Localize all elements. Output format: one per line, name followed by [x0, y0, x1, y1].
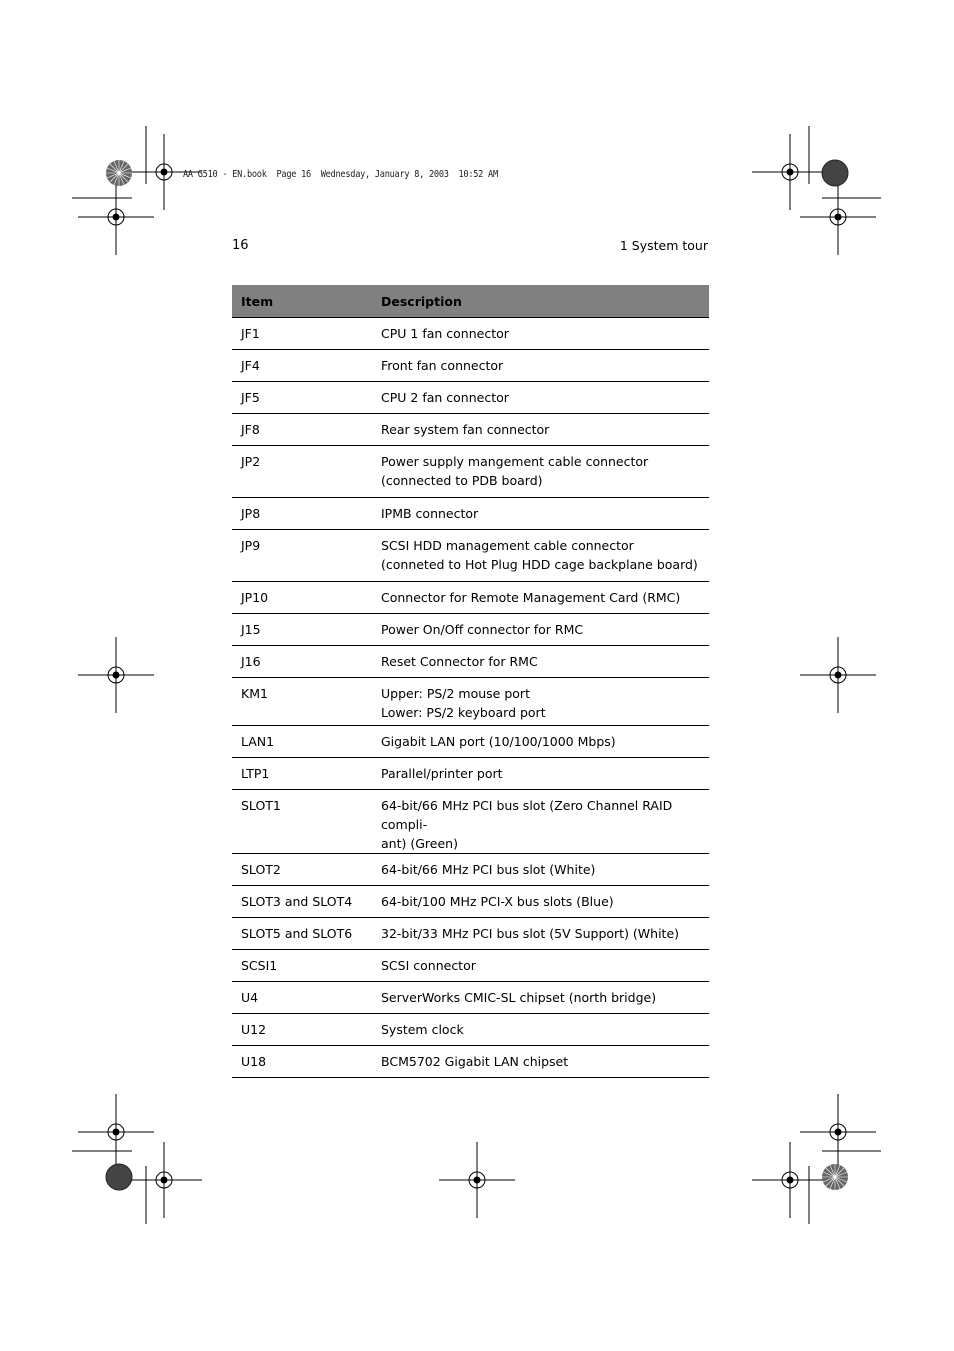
- cell-item: JF1: [232, 318, 372, 350]
- cell-item: U4: [232, 982, 372, 1014]
- registration-mark-top-right: [752, 126, 881, 255]
- description-line: Power supply mangement cable connector: [381, 454, 649, 469]
- table-row: [232, 350, 709, 382]
- chapter-title: 1 System tour: [619, 238, 708, 253]
- print-slug: AA G510 - EN.book Page 16 Wednesday, January 8, 2003 10:52 AM: [183, 169, 498, 180]
- registration-mark-bottom-center: [439, 1142, 515, 1218]
- registration-mark-middle-right: [800, 637, 876, 713]
- cell-item: SCSI1: [232, 950, 372, 982]
- cell-description: [372, 918, 709, 950]
- cell-description: [372, 726, 709, 758]
- description-line: Gigabit LAN port (10/100/1000 Mbps): [381, 734, 616, 749]
- description-line: Rear system fan connector: [381, 422, 550, 437]
- table-header-row: [232, 285, 709, 318]
- description-line: Connector for Remote Management Card (RMC): [381, 590, 681, 605]
- column-header-item: Item: [232, 285, 372, 318]
- description-line: SCSI connector: [381, 958, 476, 973]
- description-line: Reset Connector for RMC: [381, 654, 538, 669]
- cell-item: KM1: [232, 678, 372, 726]
- table-row: [232, 318, 709, 350]
- cell-item: SLOT3 and SLOT4: [232, 886, 372, 918]
- table-row: [232, 530, 709, 582]
- table-row: [232, 414, 709, 446]
- cell-item: JF4: [232, 350, 372, 382]
- description-line: Lower: PS/2 keyboard port: [381, 705, 546, 720]
- connector-table: [232, 285, 709, 1078]
- table-row: [232, 758, 709, 790]
- description-line: SCSI HDD management cable connector: [381, 538, 634, 553]
- cell-item: J16: [232, 646, 372, 678]
- cell-description: [372, 318, 709, 350]
- table-row: [232, 582, 709, 614]
- description-line: IPMB connector: [381, 506, 479, 521]
- table-row: [232, 498, 709, 530]
- table-row: [232, 382, 709, 414]
- table-row: [232, 678, 709, 726]
- cell-description: [372, 646, 709, 678]
- cell-description: [372, 886, 709, 918]
- cell-description: [372, 498, 709, 530]
- cell-description: [372, 1014, 709, 1046]
- table-row: [232, 646, 709, 678]
- cell-item: U18: [232, 1046, 372, 1078]
- cell-description: [372, 530, 709, 582]
- description-line: ant) (Green): [381, 836, 458, 851]
- description-line: ServerWorks CMIC-SL chipset (north bridge): [381, 990, 657, 1005]
- cell-description: [372, 982, 709, 1014]
- description-line: BCM5702 Gigabit LAN chipset: [381, 1054, 569, 1069]
- description-line: 64-bit/66 MHz PCI bus slot (Zero Channel RAID compli-: [381, 798, 673, 832]
- table-row: [232, 854, 709, 886]
- cell-item: U12: [232, 1014, 372, 1046]
- column-header-description: Description: [372, 285, 709, 318]
- page-number: 16: [232, 238, 249, 253]
- table-row: [232, 982, 709, 1014]
- cell-item: SLOT1: [232, 790, 372, 854]
- description-line: 64-bit/100 MHz PCI-X bus slots (Blue): [381, 894, 614, 909]
- cell-description: [372, 854, 709, 886]
- cell-item: JP10: [232, 582, 372, 614]
- table-row: [232, 1046, 709, 1078]
- description-line: Upper: PS/2 mouse port: [381, 686, 530, 701]
- cell-description: [372, 614, 709, 646]
- cell-description: [372, 950, 709, 982]
- description-line: CPU 1 fan connector: [381, 326, 509, 341]
- table-row: [232, 918, 709, 950]
- description-line: (conneted to Hot Plug HDD cage backplane board): [381, 557, 698, 572]
- cell-item: JP9: [232, 530, 372, 582]
- cell-item: JP2: [232, 446, 372, 498]
- cell-item: SLOT5 and SLOT6: [232, 918, 372, 950]
- cell-description: [372, 582, 709, 614]
- registration-mark-bottom-left: [72, 1094, 202, 1224]
- cell-description: [372, 790, 709, 854]
- table-row: [232, 950, 709, 982]
- description-line: CPU 2 fan connector: [381, 390, 509, 405]
- table-row: [232, 446, 709, 498]
- cell-item: JF8: [232, 414, 372, 446]
- table-row: [232, 726, 709, 758]
- cell-description: [372, 1046, 709, 1078]
- cell-item: LAN1: [232, 726, 372, 758]
- cell-description: [372, 382, 709, 414]
- cell-item: JF5: [232, 382, 372, 414]
- cell-description: [372, 678, 709, 726]
- description-line: Front fan connector: [381, 358, 504, 373]
- description-line: Parallel/printer port: [381, 766, 503, 781]
- table-row: [232, 1014, 709, 1046]
- registration-mark-bottom-right: [752, 1094, 881, 1224]
- description-line: 32-bit/33 MHz PCI bus slot (5V Support) (White): [381, 926, 680, 941]
- description-line: System clock: [381, 1022, 464, 1037]
- table-row: [232, 614, 709, 646]
- table-row: [232, 886, 709, 918]
- table-row: [232, 790, 709, 854]
- cell-item: LTP1: [232, 758, 372, 790]
- cell-item: JP8: [232, 498, 372, 530]
- registration-mark-middle-left: [78, 637, 154, 713]
- description-line: Power On/Off connector for RMC: [381, 622, 584, 637]
- registration-mark-top-left: [72, 126, 202, 255]
- cell-item: SLOT2: [232, 854, 372, 886]
- description-line: (connected to PDB board): [381, 473, 543, 488]
- cell-description: [372, 350, 709, 382]
- cell-description: [372, 758, 709, 790]
- cell-item: J15: [232, 614, 372, 646]
- cell-description: [372, 414, 709, 446]
- description-line: 64-bit/66 MHz PCI bus slot (White): [381, 862, 596, 877]
- cell-description: [372, 446, 709, 498]
